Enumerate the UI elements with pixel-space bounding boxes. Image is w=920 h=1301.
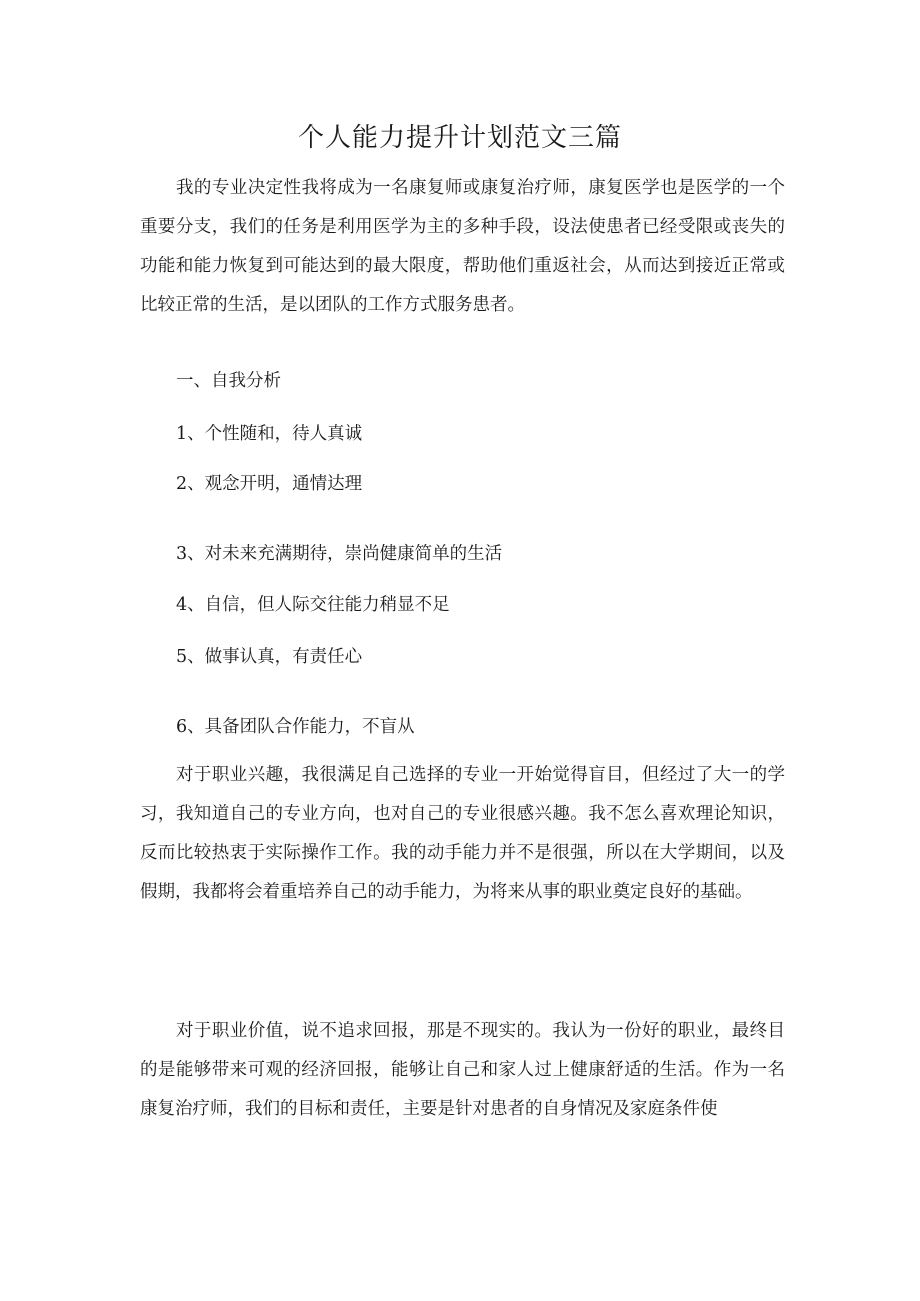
value-paragraph: 对于职业价值，说不追求回报，那是不现实的。我认为一份好的职业，最终目的是能够带来可观的经济回报，能够让自己和家人过上健康舒适的生活。作为一名康复治疗师，我们的目标和责任，主要是针对患者的自身情况及家庭条件使	[140, 1021, 785, 1119]
interest-paragraph: 对于职业兴趣，我很满足自己选择的专业一开始觉得盲目，但经过了大一的学习，我知道自己的专业方向，也对自己的专业很感兴趣。我不怎么喜欢理论知识，反而比较热衷于实际操作工作。我的动手能力并不是很强，所以在大学期间，以及假期，我都将会着重培养自己的动手能力，为将来从事的职业奠定良好的基础。	[140, 765, 785, 902]
list-item: 4、自信，但人际交往能力稍显不足	[176, 595, 450, 615]
section-heading: 一、自我分析	[176, 371, 281, 391]
list-item: 6、具备团队合作能力，不盲从	[176, 717, 415, 737]
list-item: 3、对未来充满期待，崇尚健康简单的生活	[176, 544, 503, 564]
document-title: 个人能力提升计划范文三篇	[297, 123, 622, 153]
list-item: 2、观念开明，通情达理	[176, 474, 363, 494]
intro-paragraph: 我的专业决定性我将成为一名康复师或康复治疗师，康复医学也是医学的一个重要分支，我们的任务是利用医学为主的多种手段，设法使患者已经受限或丧失的功能和能力恢复到可能达到的最大限度，帮助他们重返社会，从而达到接近正常或比较正常的生活，是以团队的工作方式服务患者。	[140, 178, 785, 315]
list-item: 1、个性随和，待人真诚	[176, 424, 363, 444]
list-item: 5、做事认真，有责任心	[176, 647, 363, 667]
